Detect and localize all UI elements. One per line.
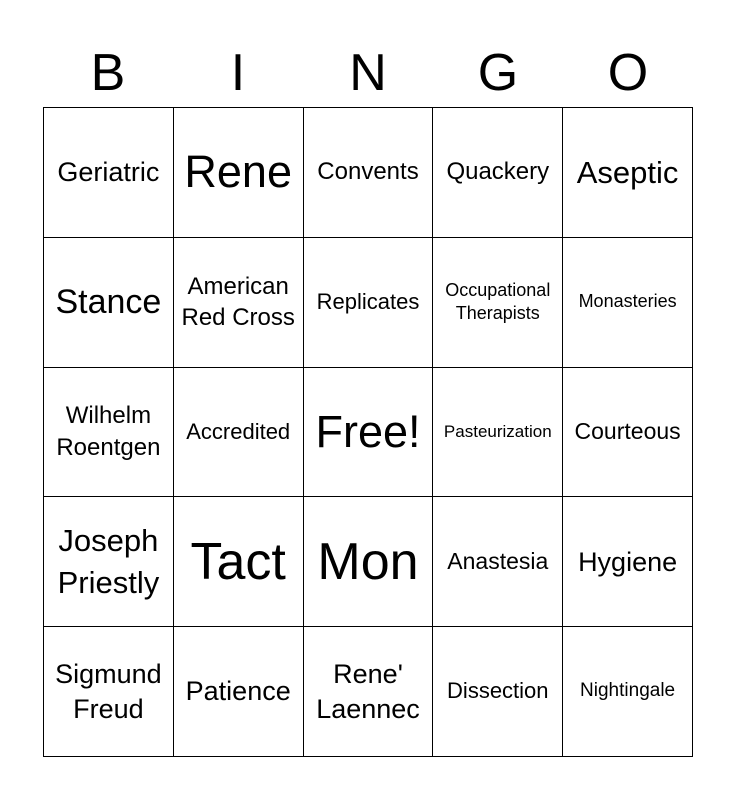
bingo-cell[interactable] [304, 108, 434, 238]
bingo-cell[interactable] [174, 238, 304, 368]
header-letter-n: N [349, 44, 387, 102]
bingo-cell-text: Geriatric [57, 157, 160, 188]
bingo-cell-text: Aseptic [576, 154, 679, 190]
bingo-cell-text: Quackery [446, 158, 550, 185]
bingo-cell-text: Pasteurization [443, 421, 552, 441]
bingo-cell[interactable] [433, 627, 563, 757]
bingo-cell[interactable] [563, 238, 693, 368]
bingo-cell-text: Hygiene [578, 546, 678, 577]
bingo-cell[interactable] [44, 497, 174, 627]
bingo-cell[interactable] [433, 238, 563, 368]
bingo-cell[interactable] [433, 497, 563, 627]
bingo-cell[interactable] [44, 627, 174, 757]
bingo-cell-text: Tact [190, 532, 286, 591]
bingo-cell-text: Monasteries [578, 291, 677, 312]
bingo-cell[interactable] [174, 108, 304, 238]
bingo-cell-text: Courteous [574, 418, 681, 445]
bingo-cell-text: Wilhelm Roentgen [56, 402, 161, 461]
bingo-cell[interactable] [174, 497, 304, 627]
bingo-header [43, 40, 693, 106]
bingo-cell-text: Anastesia [447, 547, 549, 574]
header-letter-b: B [90, 44, 126, 102]
free-space-cell[interactable] [304, 368, 434, 498]
bingo-cell-text: Dissection [447, 678, 549, 704]
bingo-cell[interactable] [563, 108, 693, 238]
bingo-cell[interactable] [44, 108, 174, 238]
bingo-cell[interactable] [44, 238, 174, 368]
bingo-cell[interactable] [563, 368, 693, 498]
bingo-cell-text: Accredited [186, 418, 291, 444]
bingo-cell-text: Nightingale [580, 680, 676, 702]
header-letter-i: I [230, 44, 246, 102]
bingo-cell-text: Mon [317, 532, 419, 591]
bingo-cell-text: Joseph Priestly [57, 522, 160, 600]
bingo-cell-text: Stance [55, 282, 162, 321]
bingo-cell-text: Replicates [316, 289, 420, 314]
bingo-cell-text: Sigmund Freud [55, 658, 162, 724]
bingo-cell[interactable] [304, 238, 434, 368]
bingo-cell[interactable] [174, 368, 304, 498]
bingo-cell-text: Occupational Therapists [445, 279, 551, 324]
bingo-cell-text: Rene [184, 146, 292, 198]
bingo-cell-text: Patience [185, 676, 291, 707]
bingo-cell[interactable] [44, 368, 174, 498]
bingo-card-grid [43, 107, 693, 757]
bingo-cell-text: Convents [317, 158, 419, 185]
header-letter-g: G [477, 44, 519, 102]
bingo-cell[interactable] [563, 497, 693, 627]
free-space-text: Free! [315, 405, 421, 457]
bingo-cell-text: American Red Cross [181, 272, 295, 332]
bingo-cell[interactable] [563, 627, 693, 757]
header-letter-o: O [607, 44, 649, 102]
bingo-cell[interactable] [433, 108, 563, 238]
bingo-cell[interactable] [304, 627, 434, 757]
bingo-cell[interactable] [174, 627, 304, 757]
bingo-cell[interactable] [304, 497, 434, 627]
bingo-cell-text: Rene' Laennec [316, 658, 420, 724]
bingo-cell[interactable] [433, 368, 563, 498]
